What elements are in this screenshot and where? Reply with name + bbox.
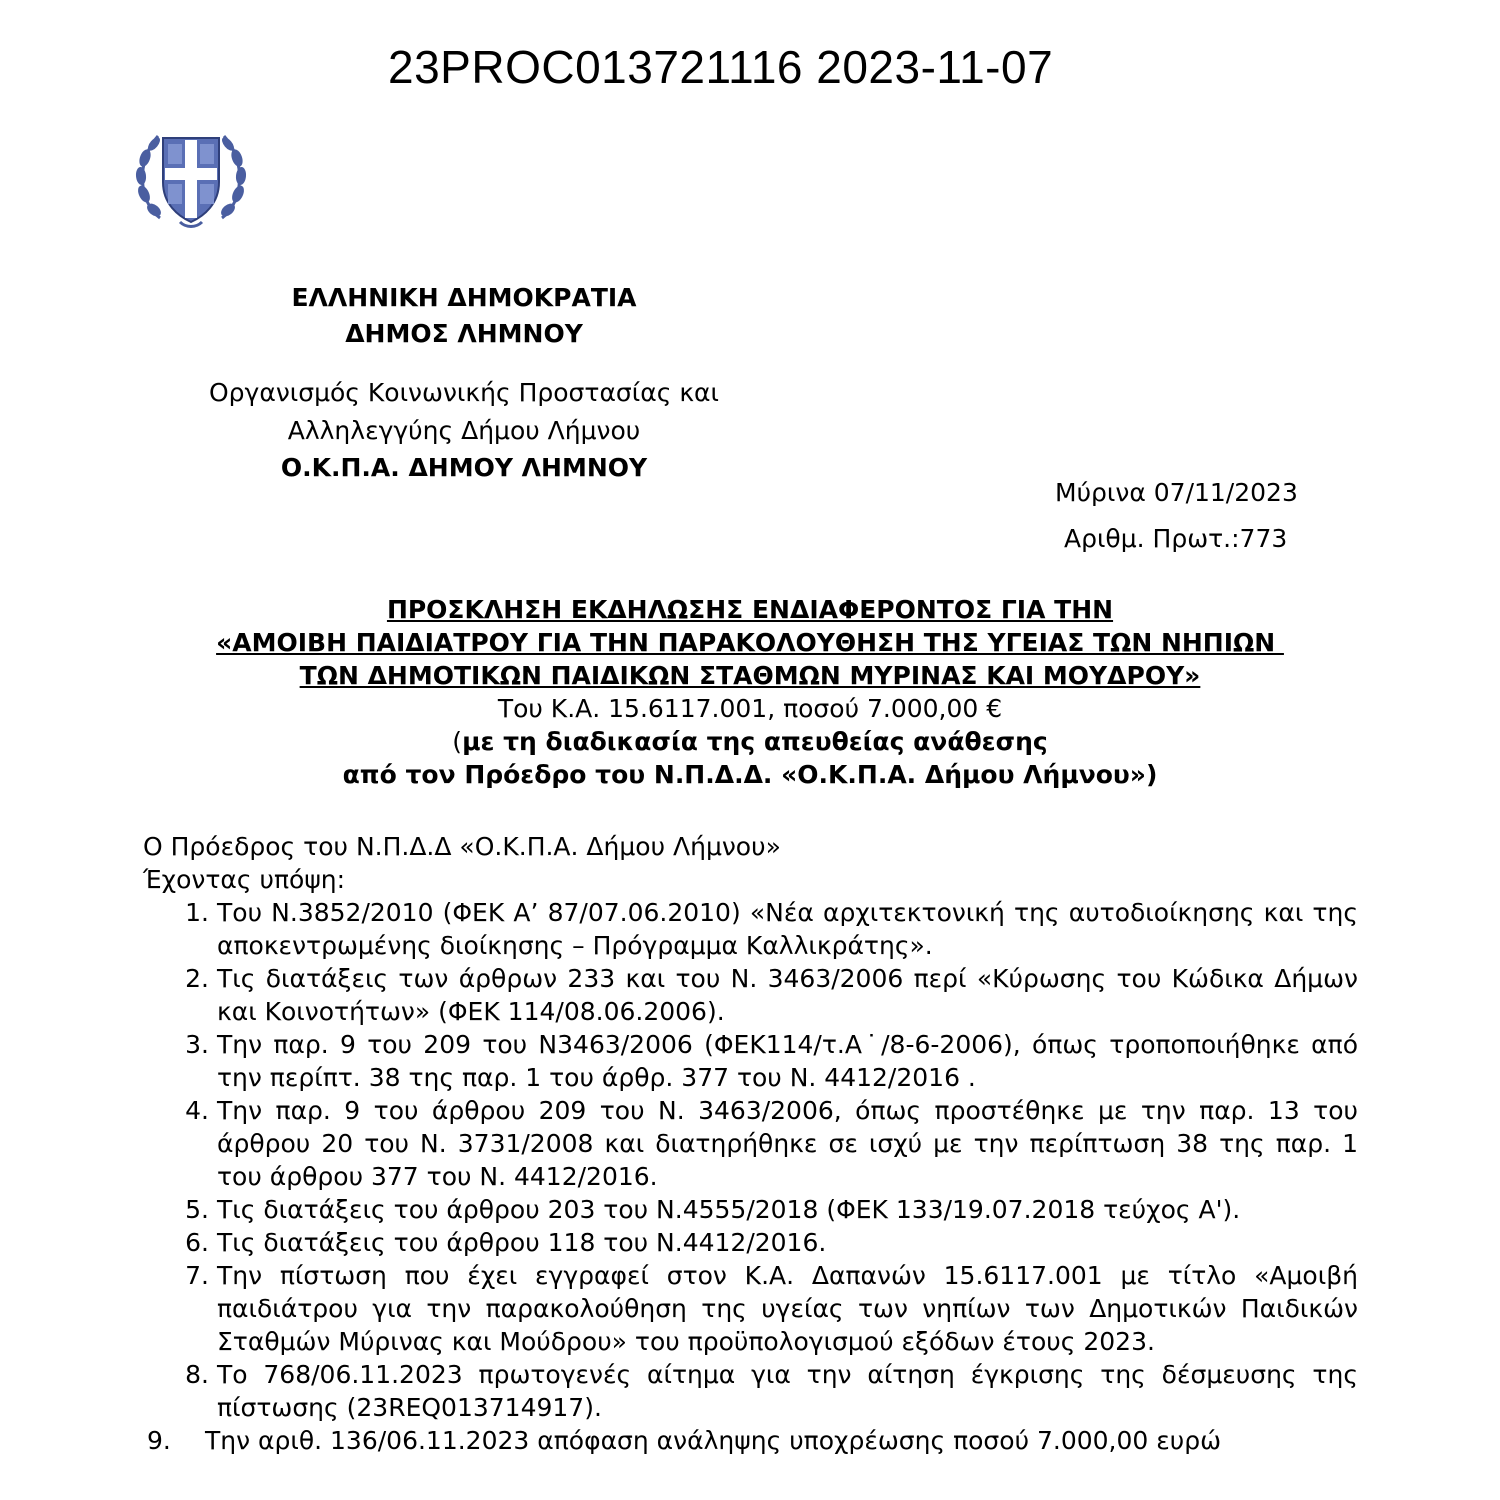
considerations-list xyxy=(143,896,1363,1457)
procedure-line-1 xyxy=(140,725,1360,758)
list-item xyxy=(143,1094,1358,1193)
organization-name-line1: Οργανισμός Κοινωνικής Προστασίας και xyxy=(209,378,719,407)
list-item xyxy=(143,1028,1358,1094)
country-heading: ΕΛΛΗΝΙΚΗ ΔΗΜΟΚΡΑΤΙΑ xyxy=(291,283,637,312)
list-item-number: 2. xyxy=(185,964,209,993)
issuing-organization xyxy=(150,280,778,486)
list-item-text: Του Ν.3852/2010 (ΦΕΚ Α’ 87/07.06.2010) «Νέα αρχιτεκτονική της αυτοδιοίκησης και της αποκεντρωμένης διοίκησης – Πρόγραμμα Καλλικράτης». xyxy=(217,898,1358,960)
organization-name-line2: Αλληλεγγύης Δήμου Λήμνου xyxy=(287,416,641,445)
title-line-1: ΠΡΟΣΚΛΗΣΗ ΕΚΔΗΛΩΣΗΣ ΕΝΔΙΑΦΕΡΟΝΤΟΣ ΓΙΑ ΤΗΝ xyxy=(386,595,1114,624)
list-item-text: Το 768/06.11.2023 πρωτογενές αίτημα για την αίτηση έγκρισης της δέσμευσης της πίστωσης (23REQ013714917). xyxy=(217,1360,1358,1422)
title-line-3: ΤΩΝ ΔΗΜΟΤΙΚΩΝ ΠΑΙΔΙΚΩΝ ΣΤΑΘΜΩΝ ΜΥΡΙΝΑΣ ΚΑΙ ΜΟΥΔΡΟΥ» xyxy=(299,661,1201,690)
list-item-number: 8. xyxy=(185,1360,209,1389)
procedure-line-2: από τον Πρόεδρο του Ν.Π.Δ.Δ. «Ο.Κ.Π.Α. Δήμου Λήμνου») xyxy=(342,760,1158,789)
procedure-text-1: με τη διαδικασία της απευθείας ανάθεσης xyxy=(462,727,1048,756)
intro-line: Ο Πρόεδρος του Ν.Π.Δ.Δ «Ο.Κ.Π.Α. Δήμου Λήμνου» xyxy=(143,832,781,861)
list-item-text: Τις διατάξεις του άρθρου 118 του Ν.4412/2016. xyxy=(217,1228,827,1257)
list-item-text: Την παρ. 9 του άρθρου 209 του Ν. 3463/2006, όπως προστέθηκε με την παρ. 13 του άρθρου 20 του Ν. 3731/2008 και διατηρήθηκε σε ισχύ με την περίπτωση 38 της παρ. 1 του άρθρου 377 του Ν. 4412/2016. xyxy=(217,1096,1358,1191)
list-item-text: Την παρ. 9 του 209 του Ν3463/2006 (ΦΕΚ114/τ.Α˙/8-6-2006), όπως τροποποιήθηκε από την περίπτ. 38 της παρ. 1 του άρθρ. 377 του Ν. 4412/2016 . xyxy=(217,1030,1358,1092)
list-item-number: 9. xyxy=(147,1426,171,1455)
procedure-open-paren: ( xyxy=(452,727,463,756)
title-line-2: «ΑΜΟΙΒΗ ΠΑΙΔΙΑΤΡΟΥ ΓΙΑ ΤΗΝ ΠΑΡΑΚΟΛΟΥΘΗΣΗ ΤΗΣ ΥΓΕΙΑΣ ΤΩΝ ΝΗΠΙΩΝ xyxy=(216,628,1284,657)
list-item-number: 6. xyxy=(185,1228,209,1257)
list-item-text: Την πίστωση που έχει εγγραφεί στον Κ.Α. Δαπανών 15.6117.001 με τίτλο «Αμοιβή παιδιάτρου για την παρακολούθηση της υγείας των νηπίων των Δημοτικών Παιδικών Σταθμών Μύρινας και Μούδρου» του προϋπολογισμού εξόδων έτους 2023. xyxy=(217,1261,1358,1356)
list-item-text: Τις διατάξεις του άρθρου 203 του Ν.4555/2018 (ΦΕΚ 133/19.07.2018 τεύχος Α'). xyxy=(217,1195,1241,1224)
list-item xyxy=(143,1193,1358,1226)
list-item-text: Την αριθ. 136/06.11.2023 απόφαση ανάληψης υποχρέωσης ποσού 7.000,00 ευρώ xyxy=(205,1426,1222,1455)
greek-coat-of-arms-icon xyxy=(130,120,252,232)
document-code: 23PROC013721116 2023-11-07 xyxy=(388,41,1054,93)
document-body xyxy=(143,830,1363,1457)
protocol-number: Αριθμ. Πρωτ.:773 xyxy=(1064,524,1288,553)
list-item-text: Τις διατάξεις των άρθρων 233 και του Ν. 3463/2006 περί «Κύρωσης του Κώδικα Δήμων και Κοινοτήτων» (ΦΕΚ 114/08.06.2006). xyxy=(217,964,1358,1026)
list-item xyxy=(143,1259,1358,1358)
considering-line: Έχοντας υπόψη: xyxy=(143,865,346,894)
list-item xyxy=(143,1424,1346,1457)
list-item xyxy=(143,962,1358,1028)
organization-short-name: Ο.Κ.Π.Α. ΔΗΜΟΥ ΛΗΜΝΟΥ xyxy=(280,453,648,482)
list-item xyxy=(143,1358,1358,1424)
list-item-number: 4. xyxy=(185,1096,209,1125)
list-item-number: 5. xyxy=(185,1195,209,1224)
list-item-number: 7. xyxy=(185,1261,209,1290)
municipality-heading: ΔΗΜΟΣ ΛΗΜΝΟΥ xyxy=(345,319,583,348)
list-item xyxy=(143,1226,1358,1259)
document-title xyxy=(140,593,1360,791)
list-item-number: 3. xyxy=(185,1030,209,1059)
list-item-number: 1. xyxy=(185,898,209,927)
place-date: Μύρινα 07/11/2023 xyxy=(1055,478,1298,507)
list-item xyxy=(143,896,1358,962)
budget-line: Του Κ.Α. 15.6117.001, ποσού 7.000,00 € xyxy=(497,694,1003,723)
